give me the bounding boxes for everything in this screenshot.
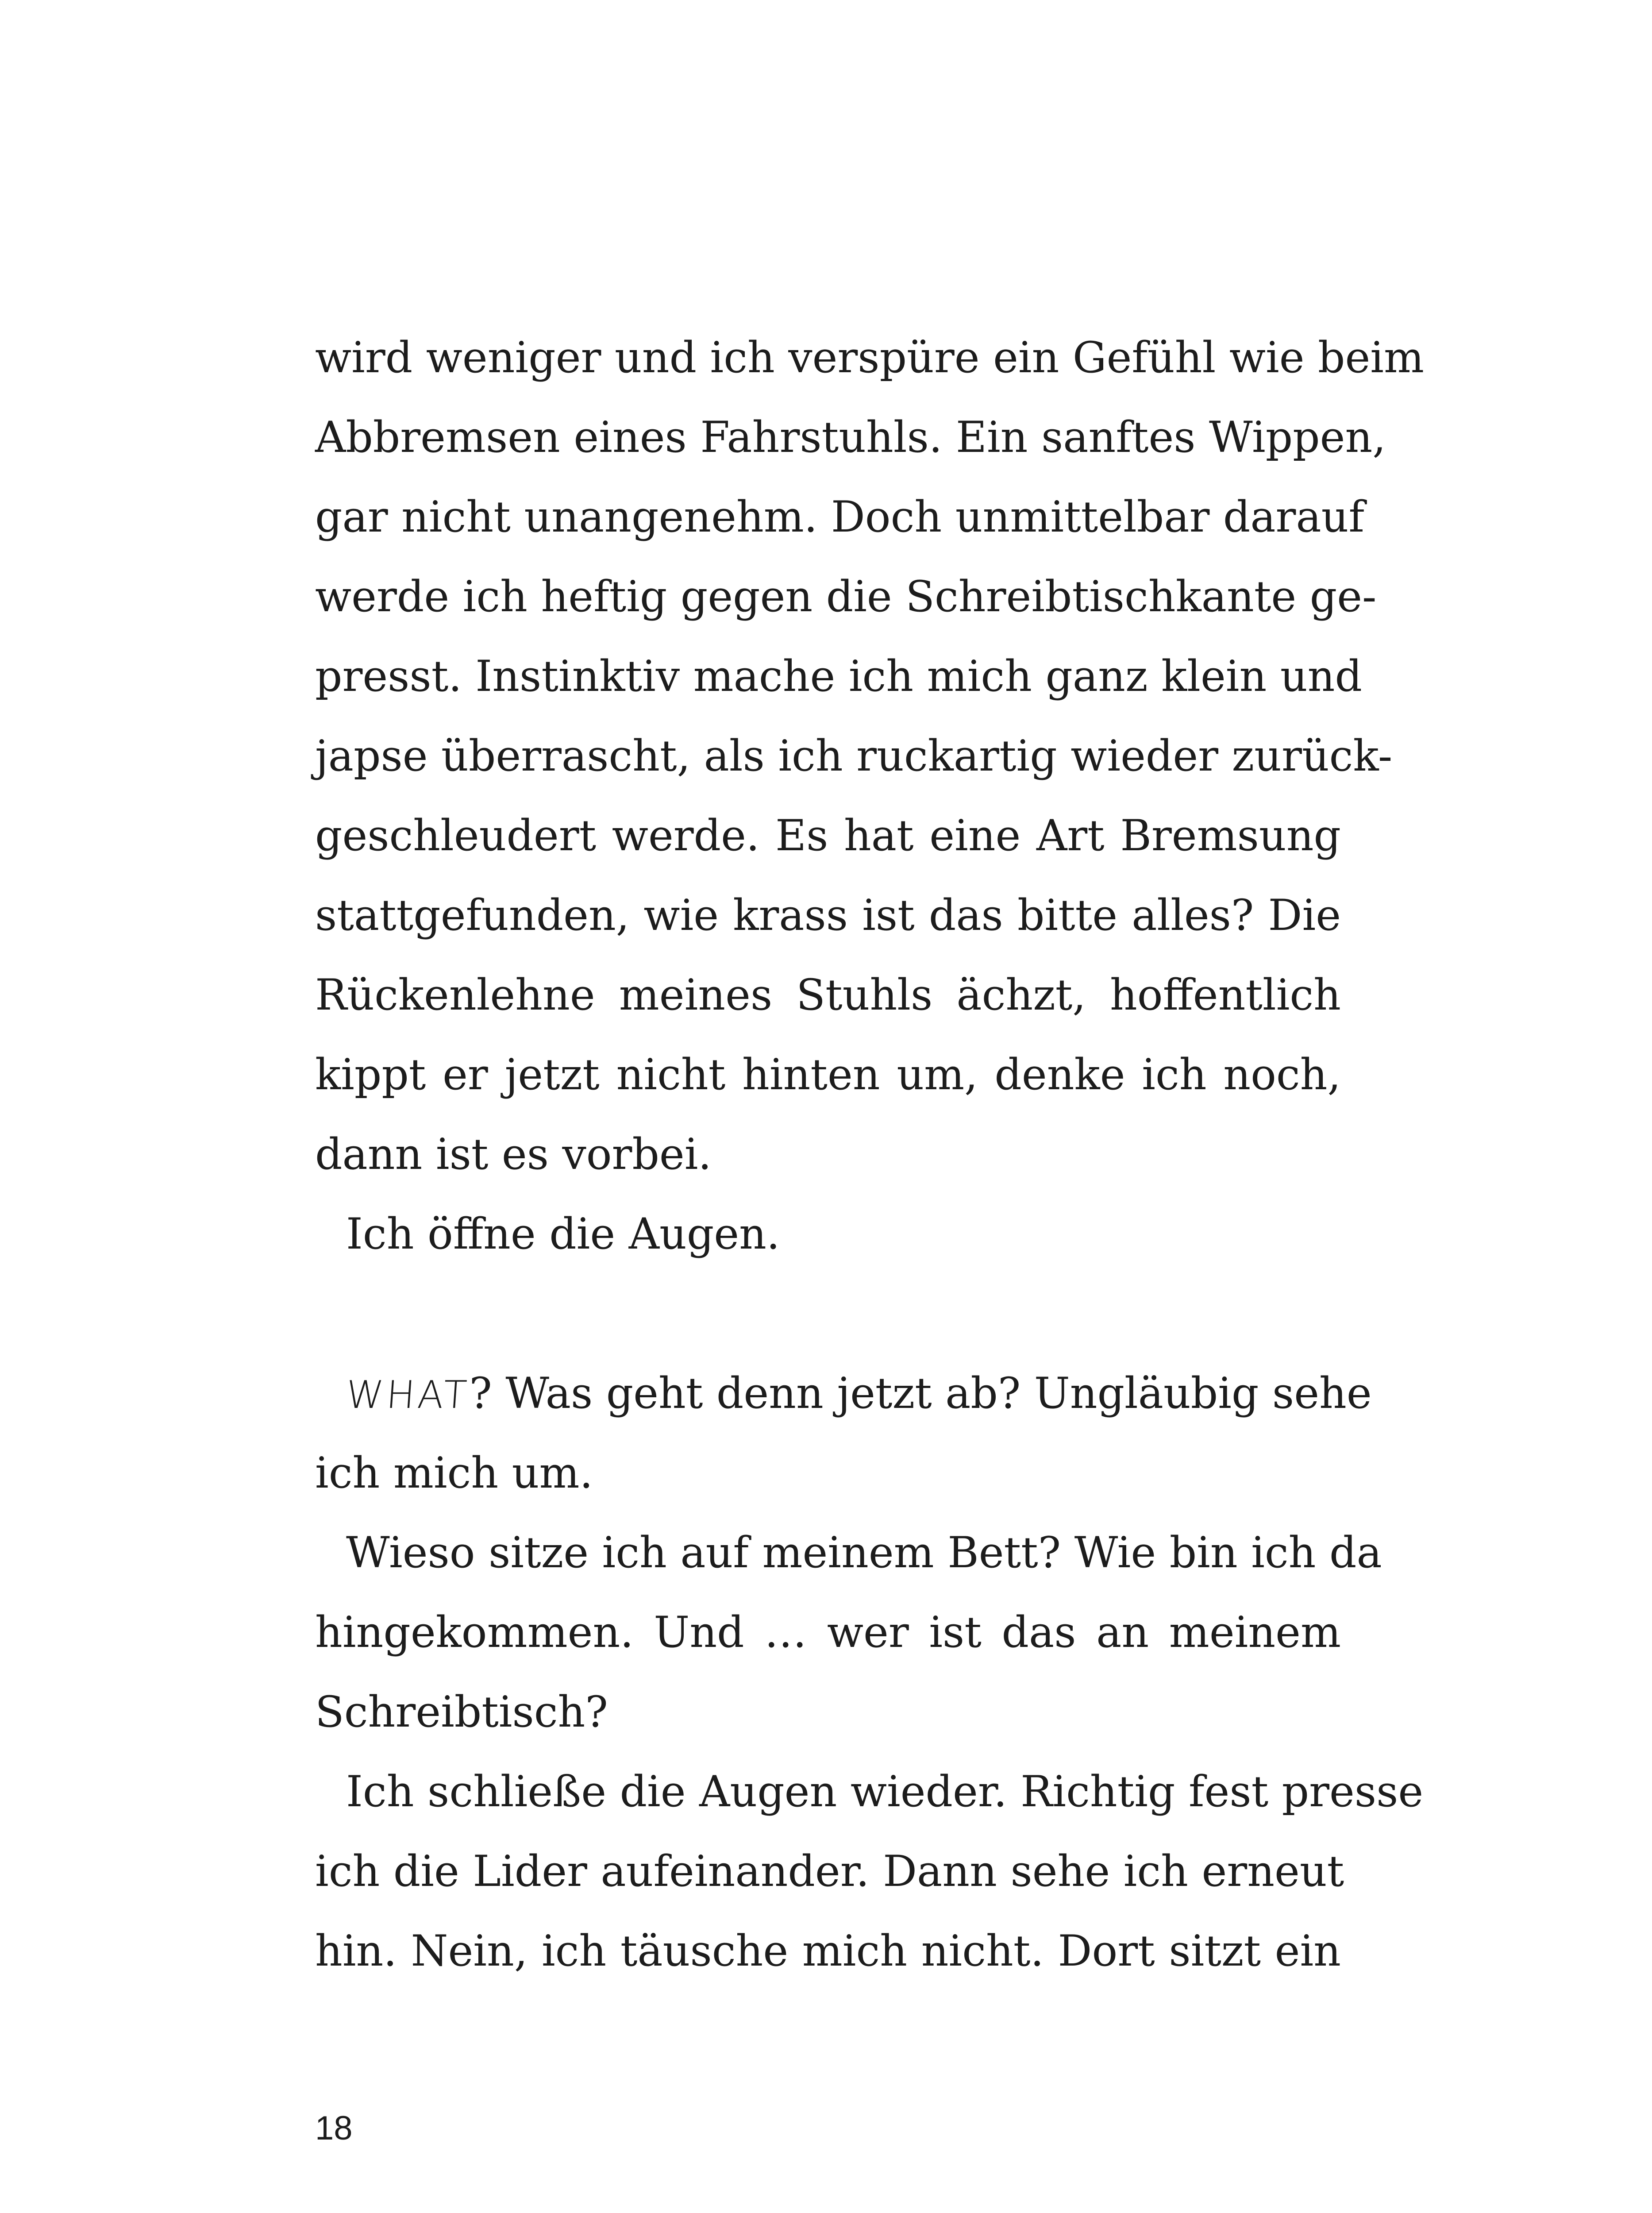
paragraph [315,1513,1382,1752]
text-line: hingekommen. Und … wer ist das an meinem [315,1608,1341,1657]
paragraph [315,1194,1341,1274]
page-number: 18 [315,2109,353,2147]
text-line: gar nicht unangenehm. Doch unmittelbar darauf [315,492,1365,542]
text-line: Wieso sitze ich auf meinem Bett? Wie bin ich da [346,1528,1382,1577]
text-line: Ich öffne die Augen. [346,1209,780,1259]
body-text [315,318,1425,1991]
handwritten-word: WHAT [344,1373,471,1417]
text-line: Abbremsen eines Fahrstuhls. Ein sanftes Wippen, [315,413,1386,462]
text-line: ich mich um. [315,1448,593,1498]
text-line: Ich schließe die Augen wieder. Richtig fest presse [346,1767,1424,1816]
text-line [315,1353,1372,1433]
text-line: werde ich heftig gegen die Schreibtischkante ge- [315,572,1377,621]
text-line: ich die Lider aufeinander. Dann sehe ich erneut [315,1847,1344,1896]
text-line-rest: ? Was geht denn jetzt ab? Ungläubig sehe [469,1369,1372,1418]
text-line: Schreibtisch? [315,1687,608,1737]
text-line: stattgefunden, wie krass ist das bitte alles? Die [315,891,1341,940]
text-line: presst. Instinktiv mache ich mich ganz klein und [315,652,1362,701]
text-line: geschleudert werde. Es hat eine Art Bremsung [315,811,1341,860]
text-line: dann ist es vorbei. [315,1130,712,1179]
paragraph [315,318,1425,1194]
text-line: wird weniger und ich verspüre ein Gefühl wie beim [315,333,1425,382]
text-line: kippt er jetzt nicht hinten um, denke ich noch, [315,1050,1341,1099]
text-line: Rückenlehne meines Stuhls ächzt, hoffentlich [315,970,1341,1020]
paragraph [315,1353,1372,1513]
paragraph [315,1752,1424,1991]
text-line: hin. Nein, ich täusche mich nicht. Dort sitzt ein [315,1926,1341,1976]
text-line: japse überrascht, als ich ruckartig wieder zurück- [315,731,1393,781]
section-gap [315,1274,1341,1353]
